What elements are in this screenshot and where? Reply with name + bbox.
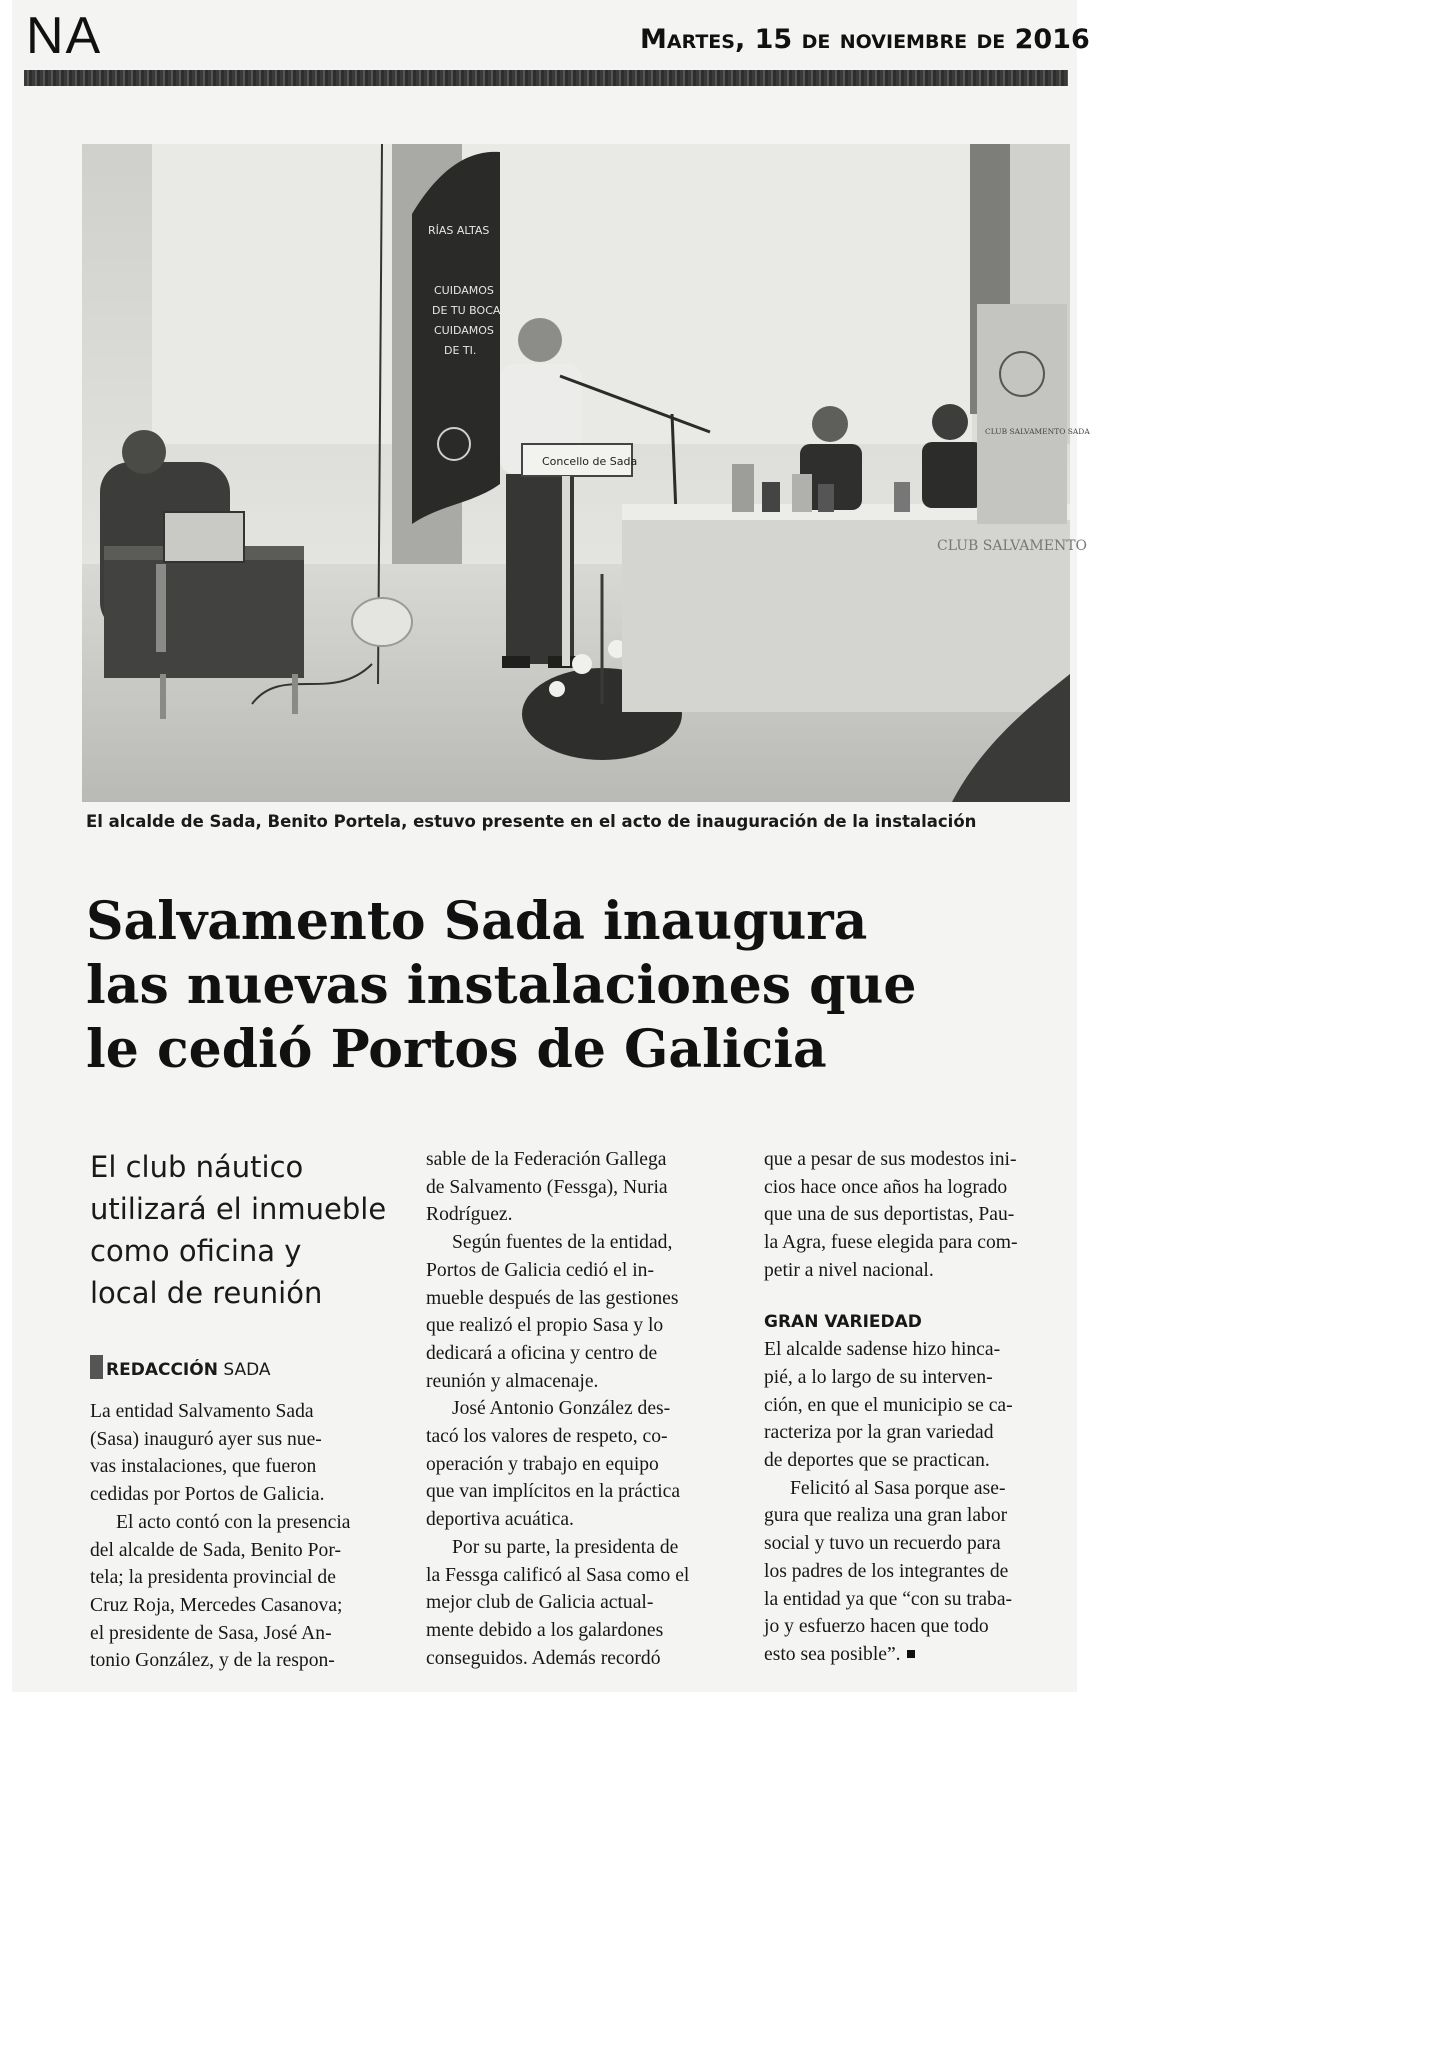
end-of-article-icon [907, 1650, 915, 1658]
col2-p4-line: mente debido a los galardones [426, 1619, 664, 1641]
col2-p2-line: Según fuentes de la entidad, [452, 1232, 673, 1254]
col3-p3-line: los padres de los integrantes de [764, 1560, 1009, 1582]
col1-p2-line: tela; la presidenta provincial de [90, 1567, 336, 1589]
section-tag: NA [26, 7, 103, 65]
rollup-text: CLUB SALVAMENTO SADA [985, 427, 1090, 436]
headline-line-3: le cedió Portos de Galicia [86, 1019, 827, 1080]
col3-p1-line: cios hace once años ha logrado [764, 1176, 1008, 1198]
col2-p4-line: Por su parte, la presidenta de [452, 1536, 679, 1558]
article-column-3 [764, 1146, 1076, 1669]
col1-p2-line: tonio González, y de la respon- [90, 1650, 335, 1672]
headline-line-2: las nuevas instalaciones que [86, 955, 917, 1016]
col2-p1-line: de Salvamento (Fessga), Nuria [426, 1176, 668, 1198]
col3-p3-line: Felicitó al Sasa porque ase- [790, 1477, 1006, 1499]
col1-p1-line: La entidad Salvamento Sada [90, 1401, 314, 1422]
col2-p2-line: que realizó el propio Sasa y lo [426, 1315, 664, 1337]
col1-p1-line: cedidas por Portos de Galicia. [90, 1484, 325, 1506]
subhead-line-1: El club náutico [90, 1150, 304, 1184]
col3-p2-line: ción, en que el municipio se ca- [764, 1394, 1013, 1416]
col3-p3-line-last [764, 1641, 1076, 1669]
col2-p4-line: conseguidos. Además recordó [426, 1647, 661, 1669]
lectern-sign: Concello de Sada [542, 455, 638, 468]
subhead-line-4: local de reunión [90, 1276, 323, 1310]
col1-p2-line: Cruz Roja, Mercedes Casanova; [90, 1594, 343, 1616]
floor-mascot [352, 598, 412, 646]
col2-p3-line: José Antonio González des- [452, 1398, 671, 1420]
photo-caption: El alcalde de Sada, Benito Portela, estuvo presente en el acto de inauguración de la instalación [86, 812, 977, 831]
date-text: Martes, 15 de noviembre de 2016 [640, 24, 1090, 55]
rollup-banner [977, 304, 1090, 524]
news-photo [82, 144, 1090, 802]
col1-p1-line: vas instalaciones, que fueron [90, 1456, 317, 1478]
col3-p3-line: la entidad ya que “con su traba- [764, 1588, 1013, 1610]
header-rule [24, 70, 1068, 86]
newspaper-page [12, 0, 1090, 1692]
col2-p2-line: Portos de Galicia cedió el in- [426, 1259, 654, 1281]
col3-p2-line: de deportes que se practican. [764, 1450, 990, 1472]
col2-p2-line: mueble después de las gestiones [426, 1287, 679, 1309]
col3-p3-line: jo y esfuerzo hacen que todo [764, 1616, 989, 1638]
subhead-line-2: utilizará el inmueble [90, 1192, 387, 1226]
col3-p1-line: que una de sus deportistas, Pau- [764, 1204, 1015, 1226]
byline-agency: REDACCIÓN [106, 1360, 218, 1380]
photo-illustration [82, 144, 1090, 802]
feather-banner [412, 152, 504, 524]
col3-final-text: esto sea posible”. [764, 1643, 901, 1665]
col2-p4-line: mejor club de Galicia actual- [426, 1592, 654, 1614]
col2-p3-line: tacó los valores de respeto, co- [426, 1426, 668, 1448]
headline-line-1: Salvamento Sada inaugura [86, 891, 868, 952]
headline [86, 890, 1066, 1082]
dateline [640, 24, 1090, 55]
byline [90, 1355, 271, 1380]
banner-line-5: DE TI. [444, 344, 477, 357]
col2-p3-line: deportiva acuática. [426, 1509, 574, 1531]
col3-p2-line: racteriza por la gran variedad [764, 1422, 994, 1444]
byline-place: SADA [223, 1360, 271, 1380]
banner-line-2: CUIDAMOS [434, 284, 494, 297]
col3-p3-line: gura que realiza una gran labor [764, 1505, 1008, 1527]
col3-p1-line: petir a nivel nacional. [764, 1259, 934, 1281]
col3-p3-line: social y tuvo un recuerdo para [764, 1533, 1001, 1555]
article-column-1 [90, 1398, 402, 1675]
section-heading-gran-variedad: GRAN VARIEDAD [764, 1311, 922, 1332]
col3-p1-line: la Agra, fuese elegida para com- [764, 1232, 1018, 1254]
article-column-2 [426, 1146, 740, 1672]
banner-line-4: CUIDAMOS [434, 324, 494, 337]
byline-marker [90, 1355, 103, 1379]
col2-p3-line: operación y trabajo en equipo [426, 1453, 659, 1475]
col2-p2-line: dedicará a oficina y centro de [426, 1342, 658, 1364]
col1-p2-line: el presidente de Sasa, José An- [90, 1622, 332, 1644]
col1-p2-line: El acto contó con la presencia [116, 1511, 351, 1533]
banner-line-1: RÍAS ALTAS [428, 224, 490, 237]
col1-p2-line: del alcalde de Sada, Benito Por- [90, 1539, 341, 1561]
col3-p1-line: que a pesar de sus modestos ini- [764, 1149, 1017, 1170]
subhead-line-3: como oficina y [90, 1234, 302, 1268]
col2-p1-line: Rodríguez. [426, 1204, 513, 1226]
col2-p4-line: la Fessga calificó al Sasa como el [426, 1564, 690, 1586]
col1-p1-line: (Sasa) inauguró ayer sus nue- [90, 1428, 322, 1450]
col3-p2-line: pié, a lo largo de su interven- [764, 1366, 993, 1388]
subheadline [90, 1146, 410, 1314]
banner-line-3: DE TU BOCA. [432, 304, 504, 317]
col2-p2-line: reunión y almacenaje. [426, 1370, 599, 1392]
col3-p2-line: El alcalde sadense hizo hinca- [764, 1339, 1001, 1361]
tablecloth-text: CLUB SALVAMENTO [937, 538, 1088, 554]
col2-p1-line: sable de la Federación Gallega [426, 1149, 667, 1170]
col2-p3-line: que van implícitos en la práctica [426, 1481, 681, 1503]
